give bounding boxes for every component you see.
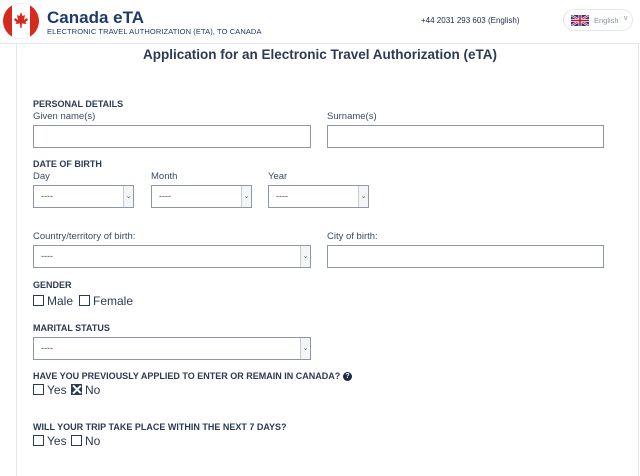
gender-female-label[interactable]: Female xyxy=(93,294,134,308)
section-previously-applied: HAVE YOU PREVIOUSLY APPLIED TO ENTER OR REMAIN IN CANADA? xyxy=(33,371,341,381)
chevron-down-icon: ⌄ xyxy=(300,246,310,267)
previous-yes-checkbox[interactable] xyxy=(33,384,44,395)
language-label: English xyxy=(594,16,619,25)
section-marital-status: MARITAL STATUS xyxy=(33,323,110,333)
surname-label: Surname(s) xyxy=(327,111,377,122)
section-personal-details: PERSONAL DETAILS xyxy=(33,99,124,109)
check-x-icon xyxy=(72,385,81,394)
year-value: ---- xyxy=(276,191,288,201)
year-select[interactable] xyxy=(268,185,369,208)
question-circle-icon[interactable]: ? xyxy=(343,372,352,381)
country-of-birth-value: ---- xyxy=(41,251,53,261)
month-value: ---- xyxy=(159,191,171,201)
brand-subtitle: ELECTRONIC TRAVEL AUTHORIZATION (ETA), TO CANADA xyxy=(47,27,262,36)
marital-status-value: ---- xyxy=(41,343,53,353)
language-selector[interactable] xyxy=(563,9,633,31)
month-label: Month xyxy=(151,171,178,182)
previous-no-label[interactable]: No xyxy=(85,383,101,397)
country-of-birth-label: Country/territory of birth: xyxy=(33,231,136,242)
gender-male-label[interactable]: Male xyxy=(47,294,74,308)
month-select[interactable] xyxy=(151,185,252,208)
gender-male-checkbox[interactable] xyxy=(33,295,44,306)
city-of-birth-label: City of birth: xyxy=(327,231,378,242)
trip-yes-checkbox[interactable] xyxy=(33,435,44,446)
section-date-of-birth: DATE OF BIRTH xyxy=(33,159,102,169)
given-name-label: Given name(s) xyxy=(33,111,96,122)
trip-yes-label[interactable]: Yes xyxy=(47,434,67,448)
chevron-down-icon: ⌄ xyxy=(241,186,251,207)
section-trip-next-7-days: WILL YOUR TRIP TAKE PLACE WITHIN THE NEXT 7 DAYS? xyxy=(33,422,287,432)
page-title: Application for an Electronic Travel Authorization (eTA) xyxy=(142,47,498,62)
header xyxy=(0,0,640,44)
chevron-down-icon: ⌄ xyxy=(300,338,310,359)
chevron-down-icon: ⌄ xyxy=(358,186,368,207)
brand-title[interactable]: Canada eTA xyxy=(47,8,144,27)
given-name-input[interactable] xyxy=(33,125,311,148)
day-select[interactable] xyxy=(33,185,134,208)
gender-female-checkbox[interactable] xyxy=(79,295,90,306)
surname-input[interactable] xyxy=(327,125,604,148)
city-of-birth-input[interactable] xyxy=(327,245,604,268)
previous-no-checkbox[interactable] xyxy=(71,384,82,395)
section-gender: GENDER xyxy=(33,280,72,290)
uk-flag-icon xyxy=(571,15,589,26)
trip-no-label[interactable]: No xyxy=(85,434,101,448)
day-value: ---- xyxy=(41,191,53,201)
chevron-down-icon: v xyxy=(624,15,628,22)
year-label: Year xyxy=(268,171,288,182)
trip-no-checkbox[interactable] xyxy=(71,435,82,446)
country-of-birth-select[interactable] xyxy=(33,245,311,268)
maple-leaf-icon[interactable] xyxy=(3,3,39,39)
day-label: Day xyxy=(33,171,50,182)
marital-status-select[interactable] xyxy=(33,337,311,360)
previous-yes-label[interactable]: Yes xyxy=(47,383,67,397)
phone-number[interactable]: +44 2031 293 603 (English) xyxy=(421,16,520,25)
chevron-down-icon: ⌄ xyxy=(123,186,133,207)
